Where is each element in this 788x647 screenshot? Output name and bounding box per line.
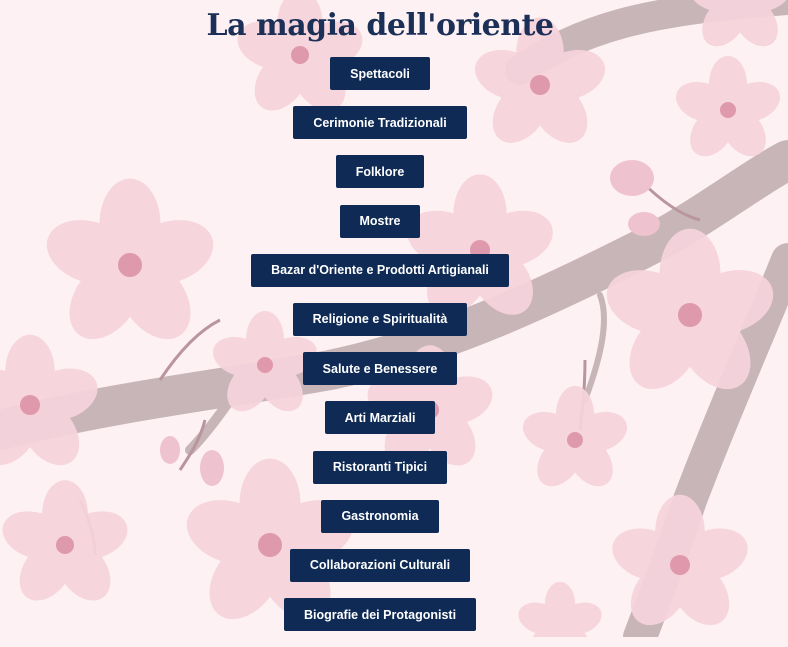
page-title: La magia dell'oriente [206, 8, 554, 43]
ristoranti-button[interactable]: Ristoranti Tipici [313, 451, 447, 484]
arti-marziali-button[interactable]: Arti Marziali [325, 401, 436, 434]
main-menu [0, 57, 760, 647]
collaborazioni-button[interactable]: Collaborazioni Culturali [290, 549, 470, 582]
biografie-button[interactable]: Biografie dei Protagonisti [284, 598, 476, 631]
cerimonie-tradizionali-button[interactable]: Cerimonie Tradizionali [293, 106, 466, 139]
folklore-button[interactable]: Folklore [336, 155, 425, 188]
gastronomia-button[interactable]: Gastronomia [321, 500, 438, 533]
salute-button[interactable]: Salute e Benessere [303, 352, 458, 385]
mostre-button[interactable]: Mostre [340, 205, 421, 238]
religione-button[interactable]: Religione e Spiritualità [293, 303, 468, 336]
bazar-button[interactable]: Bazar d'Oriente e Prodotti Artigianali [251, 254, 509, 287]
spettacoli-button[interactable]: Spettacoli [330, 57, 430, 90]
